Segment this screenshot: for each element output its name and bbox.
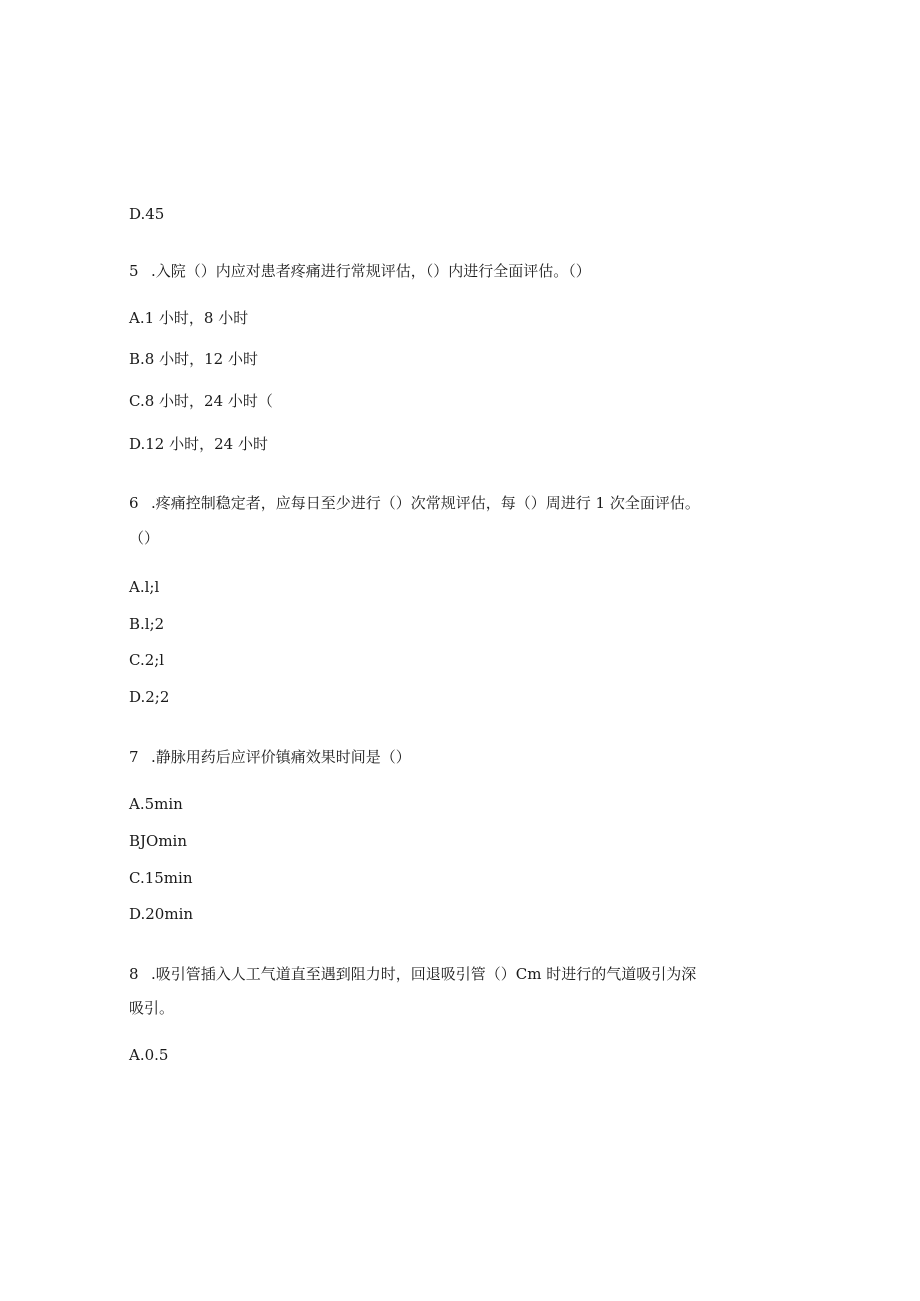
q7-option-c: C.15min [129, 869, 193, 887]
question-number: 5 [129, 262, 139, 280]
question-8 [129, 964, 696, 984]
q5-option-d: D.12 小时，24 小时 [129, 435, 268, 453]
option-d-previous: D.45 [129, 205, 165, 223]
question-text: .疼痛控制稳定者，应每日至少进行（）次常规评估，每（）周进行 1 次全面评估。 [151, 494, 700, 512]
q7-option-a: A.5min [129, 795, 183, 813]
q7-option-b: BJOmin [129, 832, 188, 850]
question-8-continued: 吸引。 [129, 999, 175, 1017]
q6-option-d: D.2;2 [129, 688, 170, 706]
q7-option-d: D.20min [129, 905, 194, 923]
q5-option-c: C.8 小时，24 小时（ [129, 392, 273, 410]
q5-option-b: B.8 小时，12 小时 [129, 350, 258, 368]
q8-option-a: A.0.5 [129, 1046, 169, 1064]
question-6 [129, 493, 700, 513]
question-number: 7 [129, 748, 139, 766]
question-5 [129, 261, 591, 281]
q6-option-a: A.l;l [129, 578, 160, 596]
question-text: .入院（）内应对患者疼痛进行常规评估，（）内进行全面评估。（） [151, 262, 591, 280]
question-text: .静脉用药后应评价镇痛效果时间是（） [151, 748, 411, 766]
question-text: .吸引管插入人工气道直至遇到阻力时，回退吸引管（）Cm 时进行的气道吸引为深 [151, 965, 697, 983]
q6-option-c: C.2;l [129, 651, 165, 669]
q5-option-a: A.1 小时，8 小时 [129, 309, 249, 327]
question-number: 8 [129, 965, 139, 983]
q6-option-b: B.l;2 [129, 615, 165, 633]
question-6-continued: （） [129, 529, 160, 547]
question-7 [129, 747, 411, 767]
question-number: 6 [129, 494, 139, 512]
